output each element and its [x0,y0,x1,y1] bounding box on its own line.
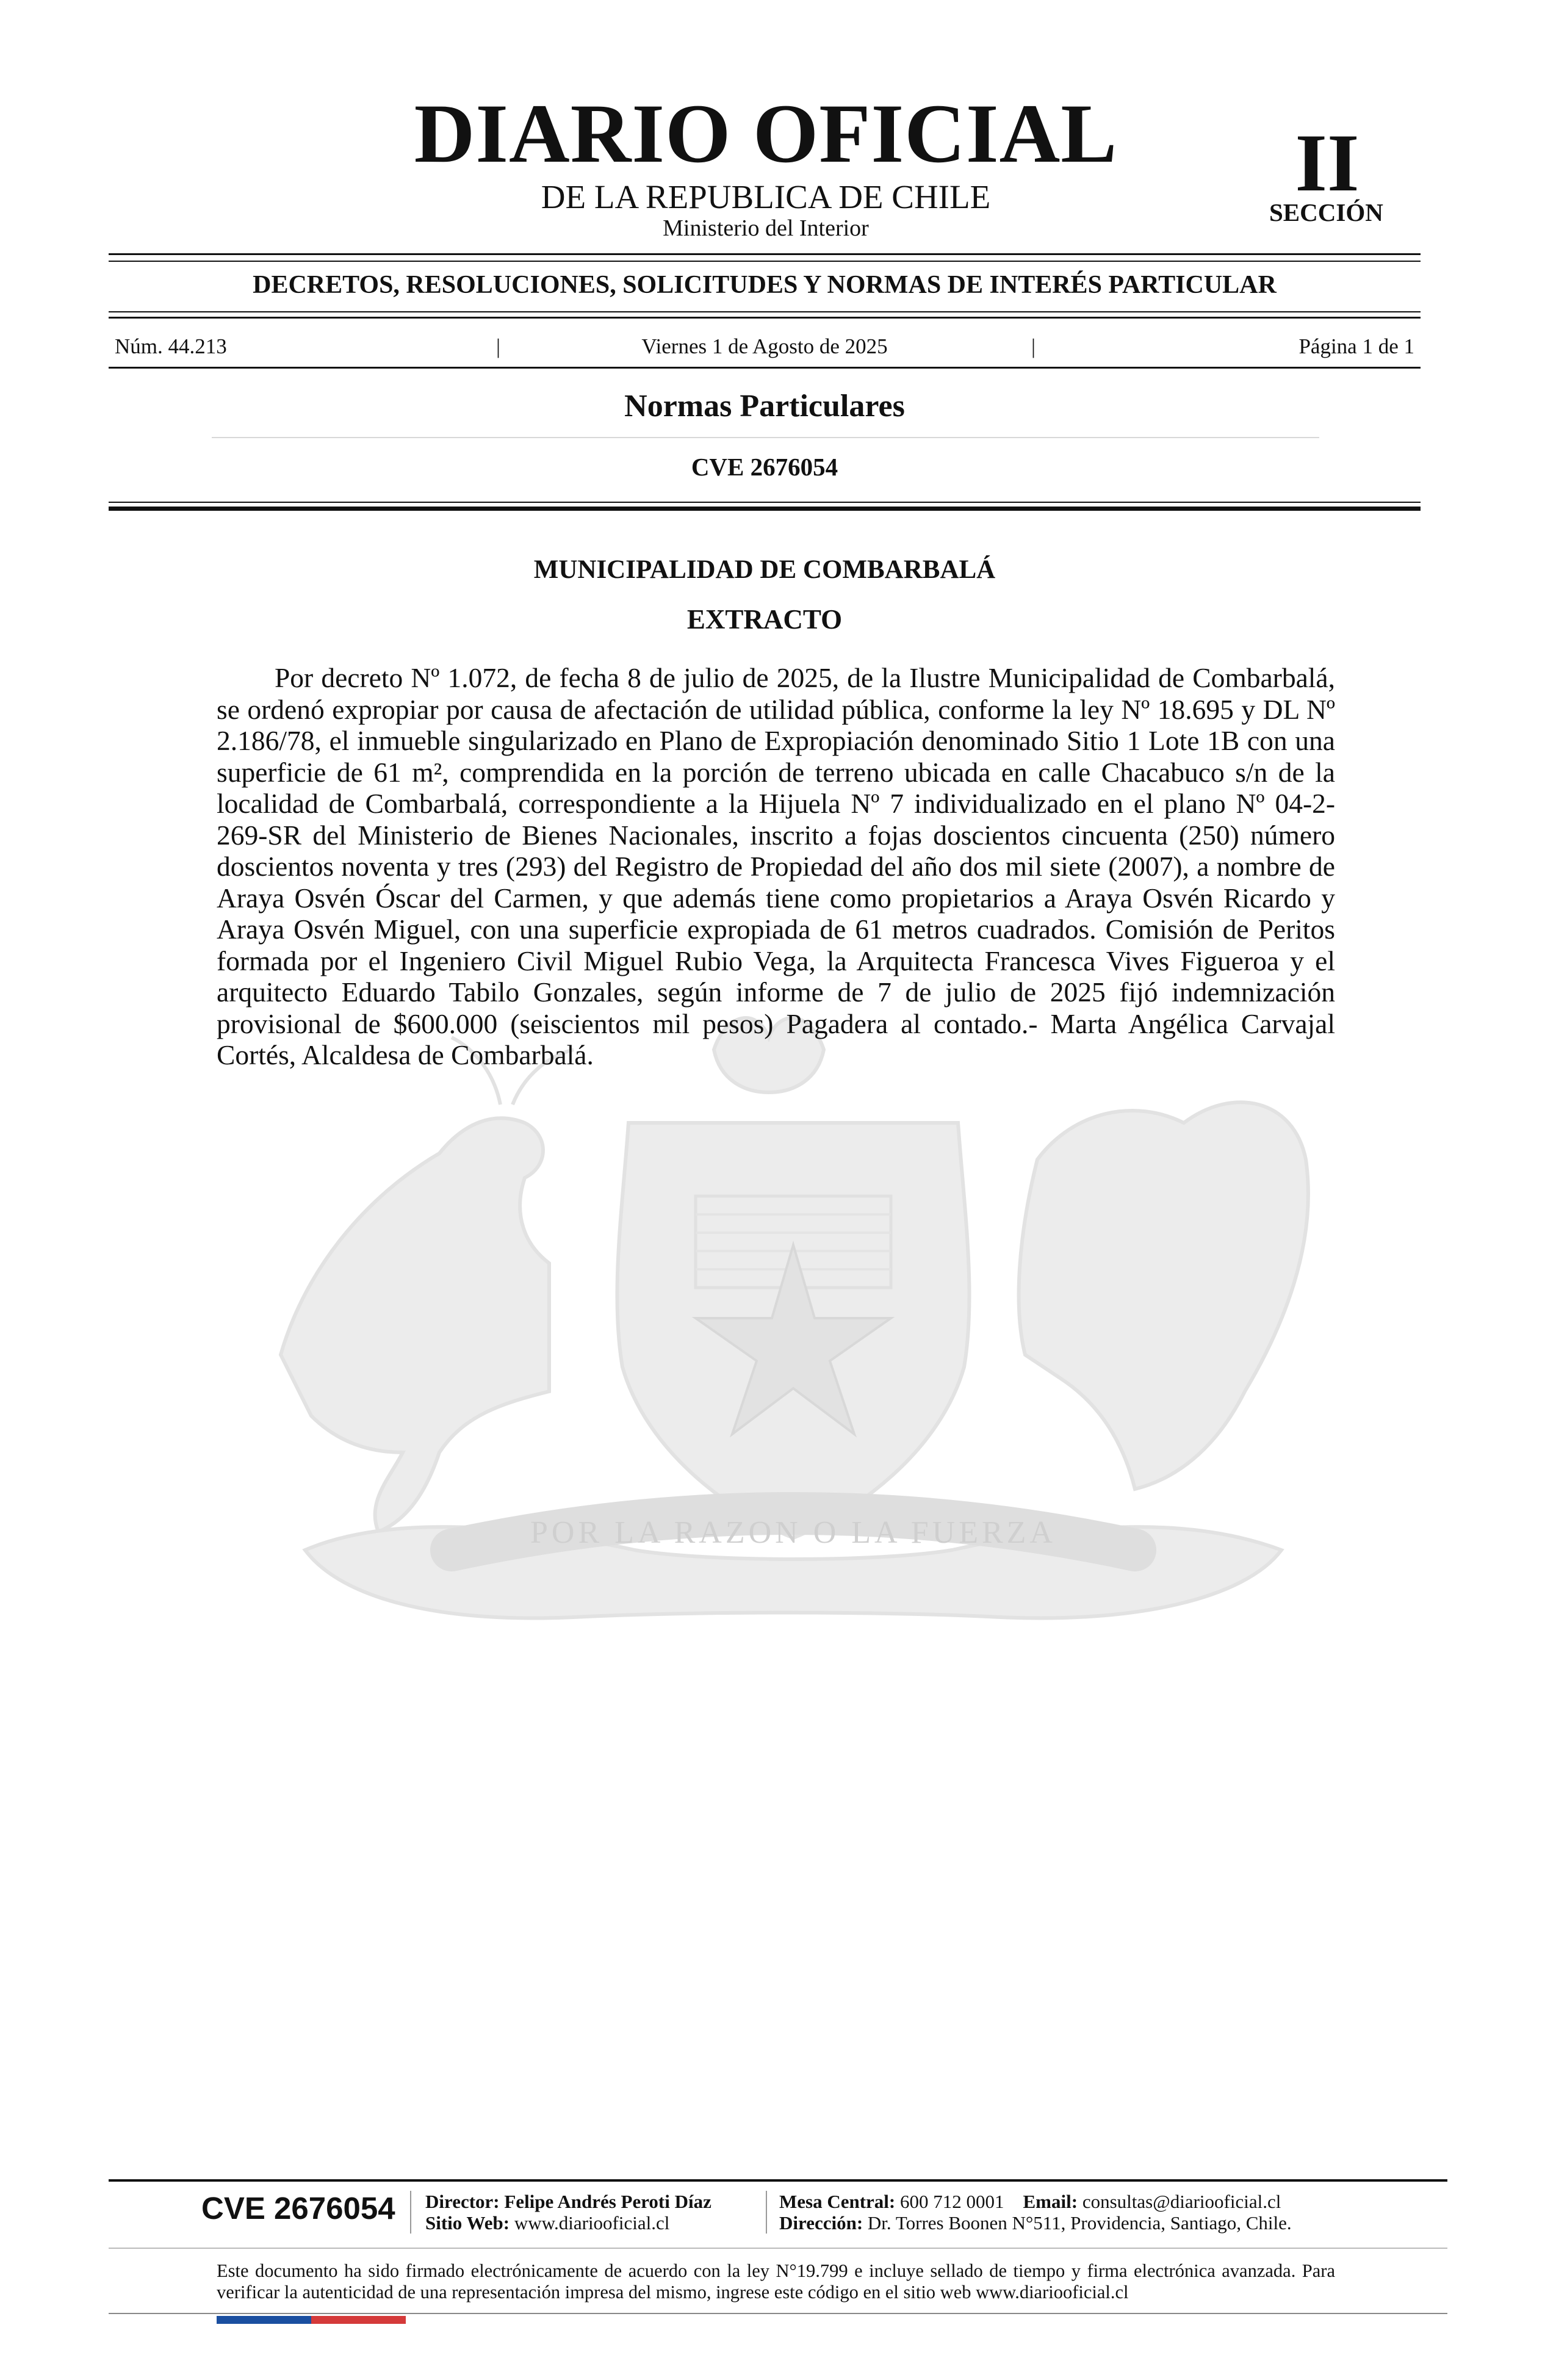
footer-bottom-rule [109,2313,1447,2314]
section-number: II [1295,118,1360,209]
banner-heading: DECRETOS, RESOLUCIONES, SOLICITUDES Y NORMAS DE INTERÉS PARTICULAR [253,271,1277,299]
section-divider [212,437,1319,438]
issue-meta-row [109,334,1421,359]
issuer-heading: MUNICIPALIDAD DE COMBARBALÁ [533,555,996,584]
footer-rule [109,2179,1447,2182]
mesa-phone: 600 712 0001 [900,2191,1004,2212]
footer-contact-block [779,2191,1292,2234]
footer-thin-rule [109,2248,1447,2249]
header-rule-1 [109,502,1421,503]
address-value: Dr. Torres Boonen N°511, Providencia, Santiago, Chile. [867,2212,1292,2234]
banner-rule-top-2 [109,261,1421,262]
masthead-title: DIARIO OFICIAL [414,87,1118,180]
section-label: SECCIÓN [1269,198,1383,226]
footer-divider [766,2191,767,2234]
meta-separator: | [1031,334,1036,358]
section-title: Normas Particulares [624,389,905,424]
banner-rule-top-1 [109,253,1421,255]
address-label: Dirección: [779,2212,863,2234]
footer-director-block [425,2191,711,2234]
coat-of-arms-watermark [207,1013,1355,1678]
footer-cve-code: CVE 2676054 [201,2191,395,2226]
mesa-label: Mesa Central: [779,2191,896,2212]
flag-stripe-blue [217,2316,311,2324]
issue-date: Viernes 1 de Agosto de 2025 [641,334,888,358]
footer-signature-note: Este documento ha sido firmado electrónicamente de acuerdo con la ley N°19.799 e incluye sellado de tiempo y firma electrónica avanzada. Para verificar la autenticidad de una representación impresa del mismo, ingrese este código en el sitio web www.diariooficial.cl [217,2260,1335,2302]
website-link[interactable]: www.diariooficial.cl [514,2212,670,2234]
email-link[interactable]: consultas@diariooficial.cl [1082,2191,1281,2212]
header-rule-2 [109,507,1421,511]
page-indicator: Página 1 de 1 [1298,334,1414,358]
director-name: Felipe Andrés Peroti Díaz [504,2191,711,2212]
director-label: Director: [425,2191,500,2212]
masthead-subtitle: DE LA REPUBLICA DE CHILE [541,178,991,215]
meta-separator: | [496,334,501,358]
document-type: EXTRACTO [686,604,843,635]
masthead-ministry: Ministerio del Interior [663,215,869,241]
website-label: Sitio Web: [425,2212,510,2234]
banner-rule-bottom-1 [109,311,1421,312]
cve-code: CVE 2676054 [691,453,838,481]
extract-body: Por decreto Nº 1.072, de fecha 8 de julio de 2025, de la Ilustre Municipalidad de Combarbalá, se ordenó expropiar por causa de afectación de utilidad pública, conforme la ley Nº 18.695 y DL Nº 2.186/78, el inmueble singularizado en Plano de Expropiación denominado Sitio 1 Lote 1B con una superficie de 61 m², comprendida en la porción de terreno ubicada en calle Chacabuco s/n de la localidad de Combarbalá, correspondiente a la Hijuela Nº 7 individualizado en el plano Nº 04-2-269-SR del Ministerio de Bienes Nacionales, inscrito a fojas doscientos cincuenta (250) número doscientos noventa y tres (293) del Registro de Propiedad del año dos mil siete (2007), a nombre de Araya Osvén Óscar del Carmen, y que además tiene como propietarios a Araya Osvén Ricardo y Araya Osvén Miguel, con una superficie expropiada de 61 metros cuadrados. Comisión de Peritos formada por el Ingeniero Civil Miguel Rubio Vega, la Arquitecta Francesca Vives Figueroa y el arquitecto Eduardo Tabilo Gonzales, según informe de 7 de julio de 2025 fijó indemnización provisional de $600.000 (seiscientos mil pesos) Pagadera al contado.- Marta Angélica Carvajal Cortés, Alcaldesa de Combarbalá. [217,662,1335,1070]
meta-rule [109,367,1421,369]
issue-number: Núm. 44.213 [115,334,227,358]
email-label: Email: [1023,2191,1078,2212]
watermark-motto: POR LA RAZON O LA FUERZA [530,1515,1056,1550]
banner-rule-bottom-2 [109,317,1421,319]
footer-divider [410,2191,411,2234]
flag-stripe-red [311,2316,406,2324]
